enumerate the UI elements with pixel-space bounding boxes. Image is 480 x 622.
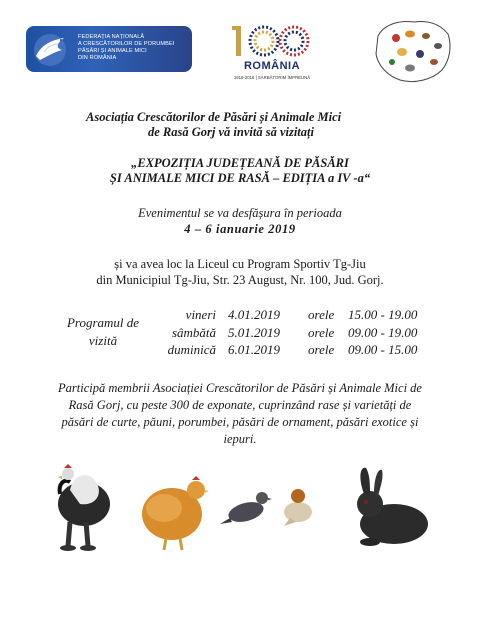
venue-line: și va avea loc la Liceul cu Program Sportiv Tg-Jiu [114, 257, 366, 271]
invite-line: Asociația Crescătorilor de Păsări și Animale Mici [86, 110, 342, 124]
schedule-hours: 09.00 - 15.00 [348, 342, 418, 357]
participants-line: păsări de curte, păuni, porumbei, păsări de ornament, păsări exotice și [61, 415, 419, 429]
schedule-word: orele [308, 325, 335, 340]
federation-logo [26, 26, 192, 72]
federation-line: DIN ROMÂNIA [78, 55, 117, 61]
schedule-row [0, 307, 480, 325]
schedule-hours: 09.00 - 19.00 [348, 325, 418, 340]
exhibition-title: ȘI ANIMALE MICI DE RASĂ – EDIȚIA a IV -a“ [109, 171, 371, 185]
participants-line: Rasă Gorj, cu peste 300 de exponate, cuprinzând rase și varietăți de [68, 398, 412, 412]
exhibition-title: „EXPOZIȚIA JUDEȚEANĂ DE PĂSĂRI [131, 156, 349, 170]
rooster-icon [58, 464, 110, 551]
period-intro: Evenimentul se va desfășura în perioada [138, 206, 342, 220]
centenary-100-mark [226, 22, 318, 60]
romania-map-animals-logo [370, 16, 454, 88]
dove-icon [26, 26, 76, 72]
schedule-day: sâmbătă [171, 325, 216, 340]
schedule-row [0, 325, 480, 343]
schedule-date: 5.01.2019 [228, 325, 280, 340]
participants-line: iepuri. [223, 432, 257, 446]
federation-line: A CRESCĂTORILOR DE PORUMBEI [78, 41, 175, 47]
hen-icon [142, 476, 209, 550]
schedule-date: 6.01.2019 [228, 342, 280, 357]
invite-line: de Rasă Gorj vă invită să vizitați [148, 125, 314, 139]
schedule-date: 4.01.2019 [228, 307, 280, 322]
schedule-hours: 15.00 - 19.00 [348, 307, 418, 322]
animals-illustration [40, 460, 450, 560]
schedule-row [0, 342, 480, 360]
rabbit-icon [357, 468, 428, 546]
schedule-day: duminică [167, 342, 216, 357]
participants-line: Participă membrii Asociației Crescătorilor de Păsări și Animale Mici de [58, 381, 422, 395]
centenary-logo [226, 22, 318, 88]
schedule-word: orele [308, 342, 335, 357]
period-dates: 4 – 6 ianuarie 2019 [184, 222, 296, 236]
venue-line: din Municipiul Tg-Jiu, Str. 23 August, Nr. 100, Jud. Gorj. [96, 273, 384, 287]
schedule-word: orele [308, 307, 335, 322]
participants-paragraph [50, 380, 430, 448]
pigeon-icon [220, 492, 272, 525]
map-icon [370, 16, 454, 88]
schedule-label-line: vizită [88, 333, 118, 348]
federation-name [78, 34, 190, 62]
centenary-title: ROMÂNIA [243, 60, 301, 72]
pigeon-icon [284, 489, 312, 526]
centenary-tagline: 1918-2018 | SĂRBĂTORIM ÎMPREUNĂ [233, 75, 311, 80]
federation-line: FEDERAȚIA NAȚIONALĂ [78, 34, 145, 40]
federation-line: PĂSĂRI ȘI ANIMALE MICI [78, 48, 147, 54]
schedule-day: vineri [185, 307, 216, 322]
schedule-label-line: Programul de [66, 315, 140, 330]
